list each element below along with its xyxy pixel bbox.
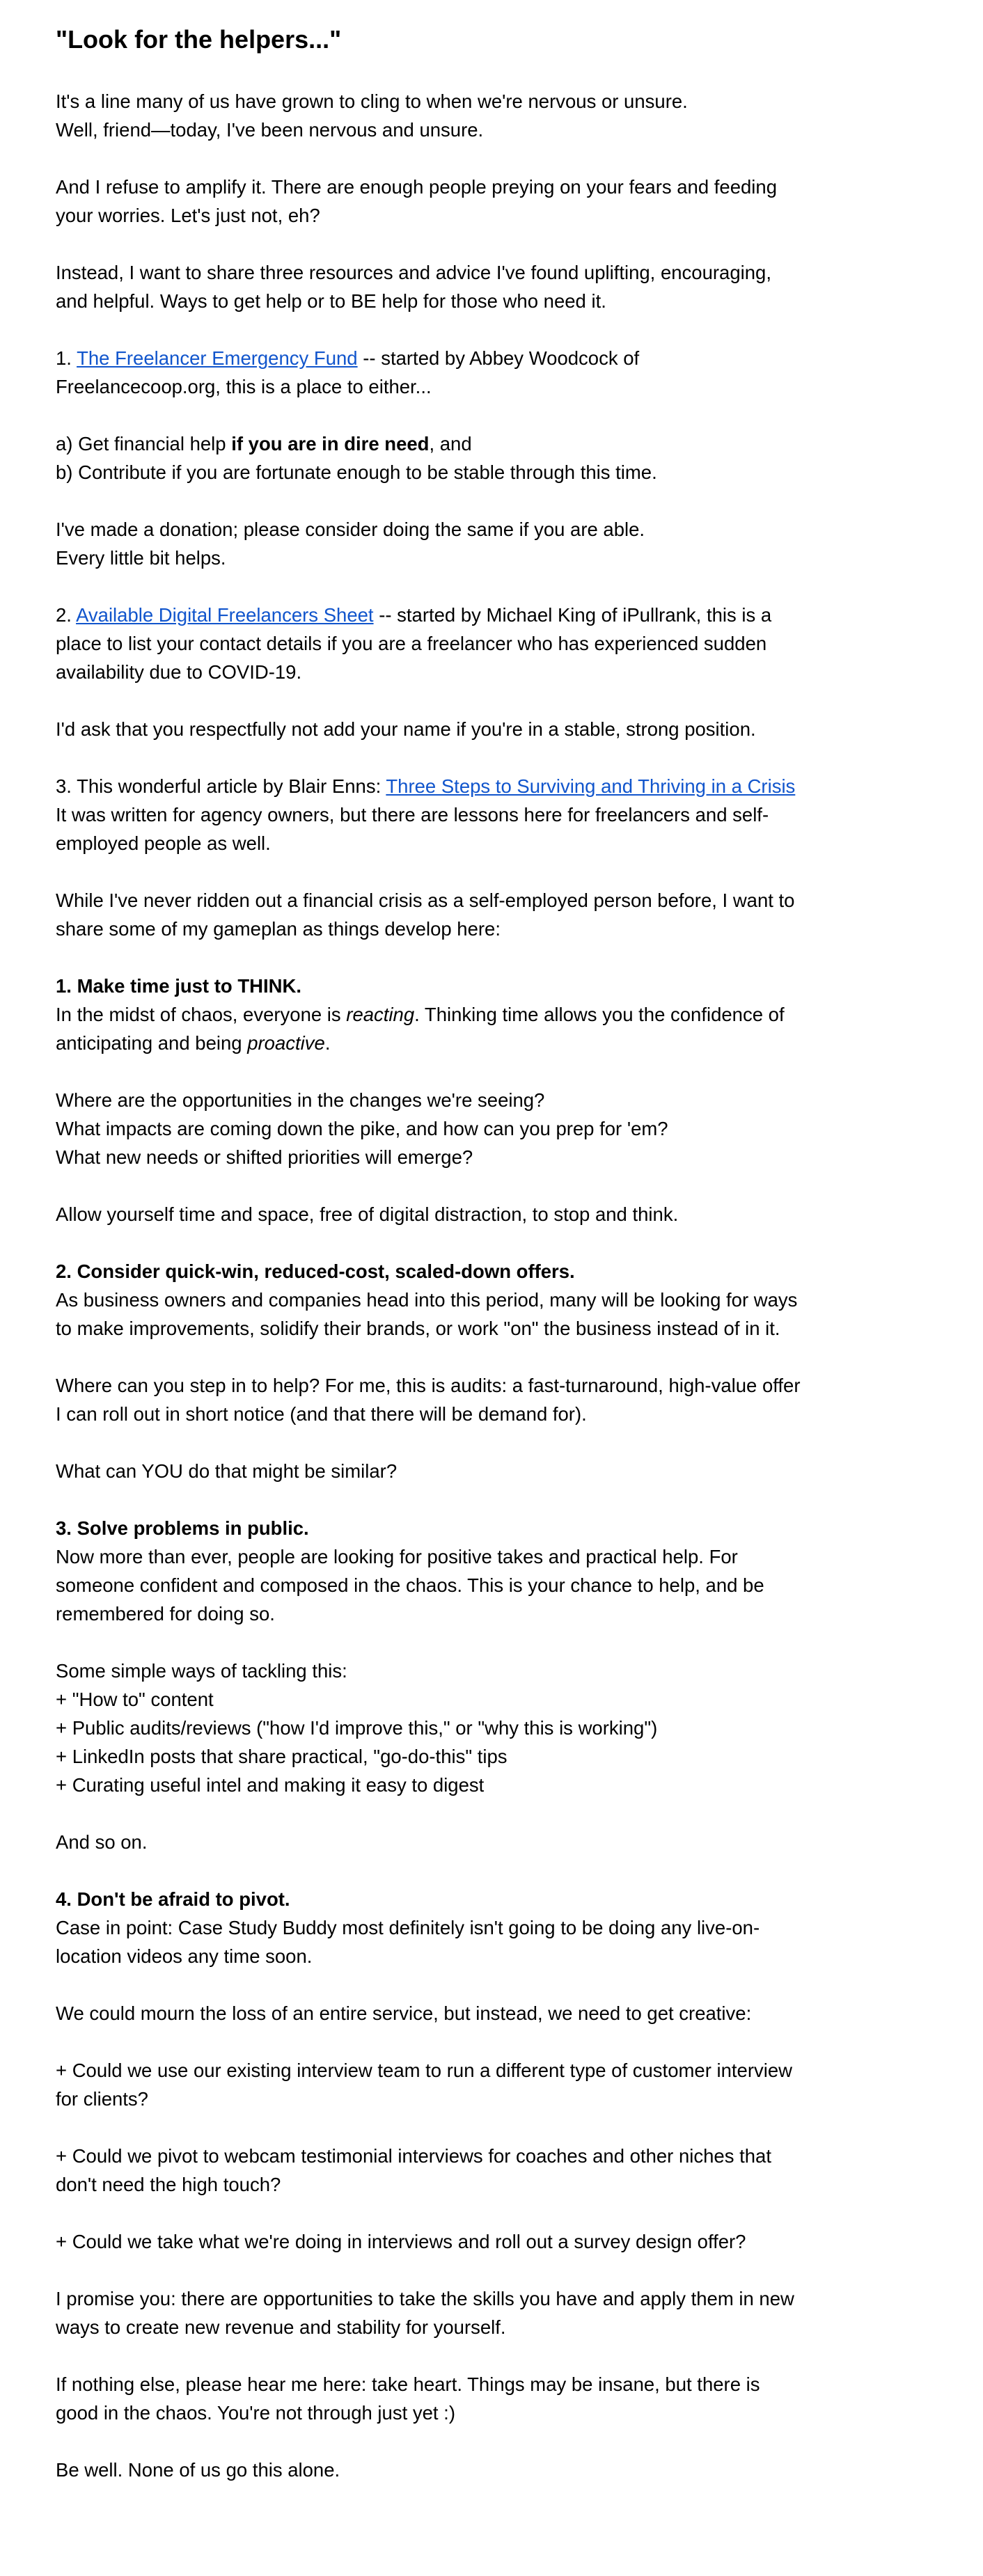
step-1-emphasis-proactive: proactive	[247, 1032, 325, 1054]
take-heart-paragraph: If nothing else, please hear me here: take heart. Things may be insane, but there is good in the chaos. You're not through just yet :)	[56, 2373, 760, 2424]
resource-1-description: -- started by Abbey Woodcock of Freelancecoop.org, this is a place to either...	[56, 347, 640, 397]
step-1-body-middle: . Thinking time allows you the confidence of anticipating and being	[56, 1004, 785, 1054]
pivot-idea: + Could we use our existing interview team to run a different type of customer interview for clients?	[56, 2060, 792, 2110]
gameplan-paragraph: While I've never ridden out a financial crisis as a self-employed person before, I want to share some of my gameplan as things develop here:	[56, 890, 795, 940]
option-b: b) Contribute if you are fortunate enough to be stable through this time.	[56, 461, 657, 483]
step-2-body: As business owners and companies head into this period, many will be looking for ways to make improvements, solidify their brands, or work "on" the business instead of in it.	[56, 1289, 798, 1339]
step-1-heading: 1. Make time just to THINK.	[56, 975, 301, 997]
page-title: "Look for the helpers..."	[56, 25, 342, 54]
resource-3-first-line	[56, 772, 808, 800]
resource-2-description: -- started by Michael King of iPullrank, this is a place to list your contact details if you are a freelancer who has experienced sudden availability due to COVID-19.	[56, 604, 772, 683]
resource-1-paragraph	[56, 344, 808, 401]
list-item: + LinkedIn posts that share practical, "go-do-this" tips	[56, 1746, 508, 1767]
resource-1-prefix: 1.	[56, 347, 77, 369]
step-1-questions	[56, 1086, 808, 1171]
question-item: Where are the opportunities in the changes we're seeing?	[56, 1089, 545, 1111]
freelancer-emergency-fund-link[interactable]: The Freelancer Emergency Fund	[77, 347, 358, 369]
step-1-body-end: .	[324, 1032, 331, 1054]
list-item: + "How to" content	[56, 1689, 214, 1710]
resource-3-prefix: 3. This wonderful article by Blair Enns:	[56, 775, 386, 797]
option-a-text: a) Get financial help	[56, 433, 232, 455]
donation-line-1: I've made a donation; please consider doing the same if you are able.	[56, 519, 645, 540]
option-a	[56, 429, 808, 458]
resource-2-prefix: 2.	[56, 604, 77, 626]
donation-line-2: Every little bit helps.	[56, 547, 226, 569]
option-a-emphasis: if you are in dire need	[231, 433, 430, 455]
instead-paragraph: Instead, I want to share three resources and advice I've found uplifting, encouraging, and helpful. Ways to get help or to BE help for those who need it.	[56, 262, 771, 312]
step-3-section	[56, 1514, 808, 1628]
question-item: What new needs or shifted priorities will emerge?	[56, 1146, 473, 1168]
step-3-body: Now more than ever, people are looking for positive takes and practical help. For someone confident and composed in the chaos. This is your chance to help, and be remembered for doing so.	[56, 1546, 764, 1625]
pivot-idea: + Could we take what we're doing in interviews and roll out a survey design offer?	[56, 2231, 746, 2252]
step-3-so-on: And so on.	[56, 1831, 148, 1853]
options-paragraph	[56, 429, 808, 487]
refuse-paragraph: And I refuse to amplify it. There are enough people preying on your fears and feeding your worries. Let's just not, eh?	[56, 176, 777, 226]
step-2-what: What can YOU do that might be similar?	[56, 1460, 398, 1482]
donation-paragraph	[56, 515, 808, 572]
promise-paragraph: I promise you: there are opportunities to take the skills you have and apply them in new ways to create new revenue and stability for yourself.	[56, 2288, 794, 2338]
surviving-thriving-crisis-link[interactable]: Three Steps to Surviving and Thriving in a Crisis	[386, 775, 796, 797]
ask-paragraph: I'd ask that you respectfully not add your name if you're in a stable, strong position.	[56, 718, 756, 740]
pivot-idea: + Could we pivot to webcam testimonial interviews for coaches and other niches that don't need the high touch?	[56, 2145, 771, 2195]
resource-2-paragraph	[56, 601, 808, 686]
list-item: + Public audits/reviews ("how I'd improve this," or "why this is working")	[56, 1717, 658, 1739]
step-2-where: Where can you step in to help? For me, this is audits: a fast-turnaround, high-value offer I can roll out in short notice (and that there will be demand for).	[56, 1375, 801, 1425]
intro-line-2: Well, friend—today, I've been nervous and unsure.	[56, 119, 484, 141]
intro-line-1: It's a line many of us have grown to cling to when we're nervous or unsure.	[56, 90, 688, 112]
question-item: What impacts are coming down the pike, and how can you prep for 'em?	[56, 1118, 668, 1139]
digital-freelancers-sheet-link[interactable]: Available Digital Freelancers Sheet	[76, 604, 374, 626]
signoff: Be well. None of us go this alone.	[56, 2459, 340, 2481]
list-item: + Curating useful intel and making it easy to digest	[56, 1774, 485, 1796]
step-1-allow: Allow yourself time and space, free of digital distraction, to stop and think.	[56, 1203, 679, 1225]
step-1-section	[56, 972, 808, 1057]
step-4-body: Case in point: Case Study Buddy most definitely isn't going to be doing any live-on-location videos any time soon.	[56, 1917, 760, 1967]
step-4-heading: 4. Don't be afraid to pivot.	[56, 1888, 290, 1910]
ways-intro: Some simple ways of tackling this:	[56, 1660, 347, 1682]
resource-3-description: It was written for agency owners, but there are lessons here for freelancers and self-employed people as well.	[56, 804, 769, 854]
step-3-ways	[56, 1657, 808, 1799]
resource-3-paragraph	[56, 772, 808, 858]
step-1-emphasis-reacting: reacting	[346, 1004, 415, 1025]
step-4-section	[56, 1885, 808, 1970]
intro-paragraph	[56, 87, 808, 144]
step-1-body-start: In the midst of chaos, everyone is	[56, 1004, 347, 1025]
step-3-heading: 3. Solve problems in public.	[56, 1517, 309, 1539]
option-a-suffix: , and	[429, 433, 472, 455]
step-4-mourn: We could mourn the loss of an entire service, but instead, we need to get creative:	[56, 2002, 752, 2024]
step-2-section	[56, 1257, 808, 1343]
step-2-heading: 2. Consider quick-win, reduced-cost, scaled-down offers.	[56, 1261, 575, 1282]
